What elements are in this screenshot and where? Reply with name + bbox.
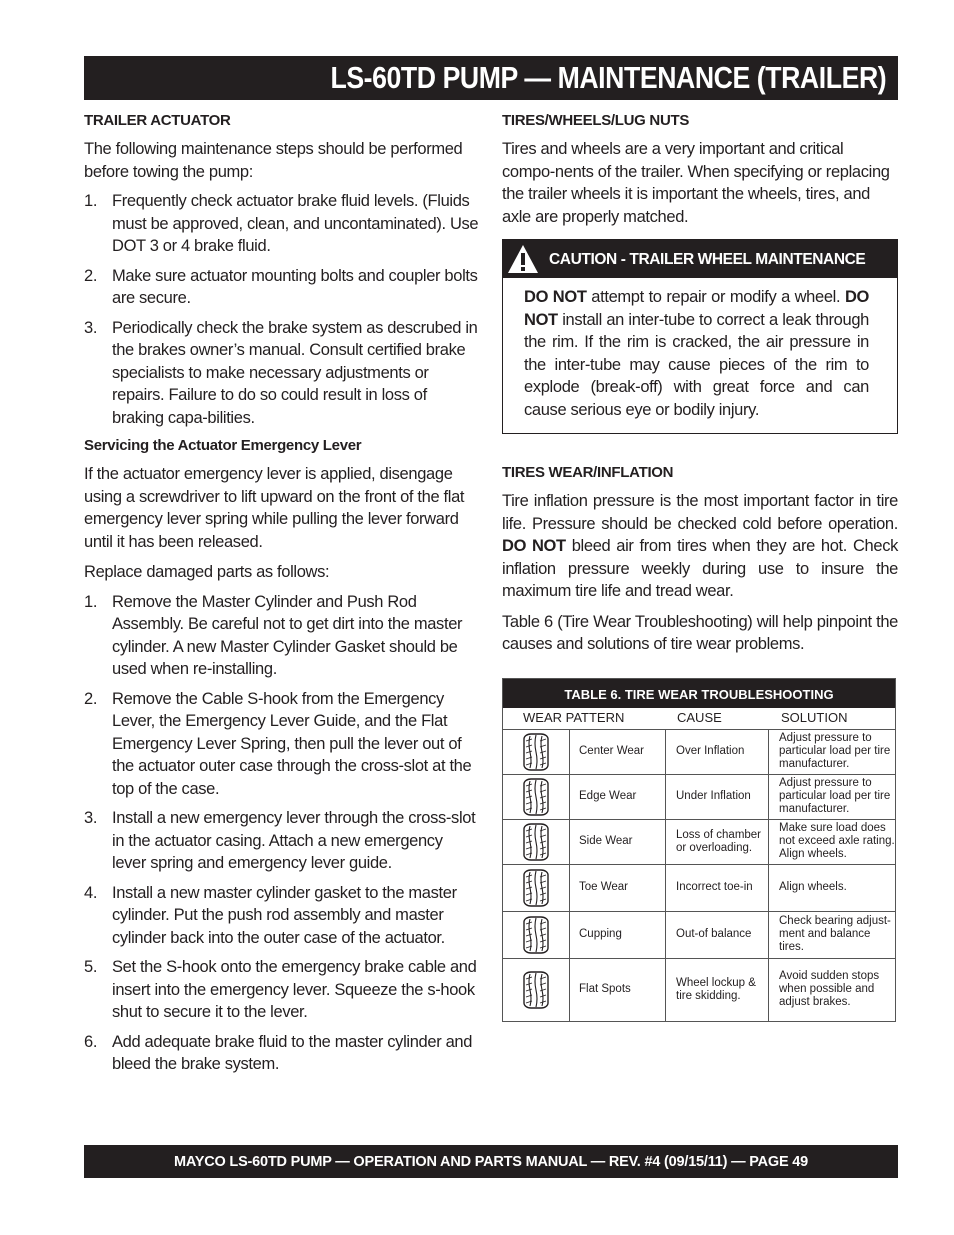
section-heading-tires-wheels: TIRES/WHEELS/LUG NUTS	[502, 112, 690, 129]
cause-cell: Incorrect toe-in	[666, 865, 769, 911]
wear-pattern-cell: Flat Spots	[570, 959, 666, 1021]
wear-pattern-image	[503, 959, 570, 1021]
wear-pattern-image	[503, 730, 570, 774]
lever-paragraph: If the actuator emergency lever is applied, disengage using a screwdriver to lift upward on the front of the flat emergency lever spring while pulling the lever forward until it has been released.	[84, 465, 465, 551]
section-heading-emergency-lever: Servicing the Actuator Emergency Lever	[84, 437, 362, 454]
footer-text: MAYCO LS-60TD PUMP — OPERATION AND PARTS MANUAL — REV. #4 (09/15/11) — PAGE 49	[173, 1154, 809, 1170]
wear-pattern-cell: Edge Wear	[570, 775, 666, 819]
tire-tread-icon	[522, 778, 550, 816]
warning-triangle-icon	[507, 244, 539, 274]
intro-paragraph: The following maintenance steps should be performed before towing the pump:	[84, 140, 463, 181]
solution-cell: Make sure load does not exceed axle rating. Align wheels.	[779, 822, 895, 860]
list-item: 4. Install a new master cylinder gasket to the master cylinder. Put the push rod assembly and master cylinder back into the outer case of the actuator.	[84, 883, 457, 947]
wear-pattern-cell: Side Wear	[570, 820, 666, 864]
actuator-steps-list	[84, 190, 480, 429]
tire-tread-icon	[522, 869, 550, 907]
tire-wear-table	[502, 678, 896, 1022]
table-title: TABLE 6. TIRE WEAR TROUBLESHOOTING	[503, 679, 895, 708]
page-title: LS-60TD PUMP — MAINTENANCE (TRAILER)	[330, 60, 886, 95]
cause-cell: Wheel lockup & tire skidding.	[666, 959, 769, 1021]
cause-cell: Loss of chamber or overloading.	[666, 820, 769, 864]
tire-tread-icon	[522, 823, 550, 861]
list-item: 2. Make sure actuator mounting bolts and coupler bolts are secure.	[84, 266, 478, 307]
solution-cell: Adjust pressure to particular load per tire manufacturer.	[779, 777, 891, 815]
column-header: WEAR PATTERN	[523, 709, 625, 725]
caution-title: CAUTION - TRAILER WHEEL MAINTENANCE	[549, 251, 866, 268]
caution-body: DO NOT attempt to repair or modify a wheel. DO NOT install an inter-tube to correct a leak through the rim. If the rim is cracked, the air pressure in the inter-tube may cause pieces of the rim to explode (break-off) with great force and can cause serious eye or bodily injury.	[524, 288, 869, 419]
tire-tread-icon	[522, 733, 550, 771]
wear-pattern-cell: Center Wear	[570, 730, 666, 774]
table-row	[503, 820, 895, 865]
table-reference-paragraph: Table 6 (Tire Wear Troubleshooting) will help pinpoint the causes and solutions of tire wear problems.	[502, 612, 898, 653]
solution-cell: Check bearing adjust-ment and balance tires.	[779, 915, 891, 953]
page-footer	[84, 1145, 898, 1178]
list-item: 2. Remove the Cable S-hook from the Emergency Lever, the Emergency Lever Guide, and the Flat Emergency Lever Spring, then pull the lever out of the actuator outer case through the cross-slot at the top of the case.	[84, 689, 472, 798]
column-header: SOLUTION	[781, 709, 848, 725]
right-column	[502, 110, 898, 1022]
caution-header	[503, 240, 897, 278]
wear-pattern-image	[503, 775, 570, 819]
list-item: 5. Set the S-hook onto the emergency brake cable and insert into the emergency lever. Squeeze the s-hook shut to secure it to the lever.	[84, 958, 477, 1021]
tire-tread-icon	[522, 971, 550, 1009]
cause-cell: Over Inflation	[666, 730, 769, 774]
page-header	[84, 56, 898, 100]
solution-cell: Align wheels.	[779, 881, 847, 893]
tires-paragraph: Tires and wheels are a very important and critical compo-nents of the trailer. When specifying or replacing the trailer wheels it is important the wheels, tires, and axle are properly matched.	[502, 140, 890, 226]
section-heading-tire-wear: TIRES WEAR/INFLATION	[502, 464, 674, 481]
replace-paragraph: Replace damaged parts as follows:	[84, 563, 330, 581]
cause-cell: Under Inflation	[666, 775, 769, 819]
table-row	[503, 775, 895, 820]
wear-pattern-image	[503, 865, 570, 911]
solution-cell: Adjust pressure to particular load per tire manufacturer.	[779, 732, 891, 770]
table-body	[503, 730, 895, 1021]
left-column	[84, 110, 480, 1076]
replace-steps-list	[84, 591, 480, 1076]
wear-paragraph: Tire inflation pressure is the most important factor in tire life. Pressure should be checked cold before operation. DO NOT bleed air from tires when they are hot. Check inflation pressure weekly during use to insure the maximum tire life and tread wear.	[502, 492, 898, 600]
list-item: 1. Frequently check actuator brake fluid levels. (Fluids must be approved, clean, and uncontaminated). Use DOT 3 or 4 brake fluid.	[84, 192, 479, 255]
list-item: 6. Add adequate brake fluid to the master cylinder and bleed the brake system.	[84, 1032, 473, 1073]
cause-cell: Out-of balance	[666, 912, 769, 958]
tire-tread-icon	[522, 916, 550, 954]
table-header-row	[503, 708, 895, 730]
wear-pattern-cell: Cupping	[570, 912, 666, 958]
wear-pattern-cell: Toe Wear	[570, 865, 666, 911]
table-row	[503, 730, 895, 775]
table-row	[503, 865, 895, 912]
solution-cell: Avoid sudden stops when possible and adjust brakes.	[779, 970, 880, 1008]
list-item: 1. Remove the Master Cylinder and Push Rod Assembly. Be careful not to get dirt into the master cylinder. A new Master Cylinder Gasket should be used when re-installing.	[84, 592, 463, 678]
table-row	[503, 912, 895, 959]
caution-box	[502, 239, 898, 434]
column-header: CAUSE	[677, 709, 722, 725]
list-item: 3. Install a new emergency lever through the cross-slot in the actuator casing. Attach a new emergency lever spring and emergency lever guide.	[84, 809, 476, 872]
section-heading-trailer-actuator: TRAILER ACTUATOR	[84, 112, 231, 129]
table-row	[503, 959, 895, 1021]
list-item: 3. Periodically check the brake system as descrubed in the brakes owner’s manual. Consult certified brake specialists to make necessary adjustments or repairs. Failure to do so could result in loss of braking capa-bilities.	[84, 318, 478, 427]
wear-pattern-image	[503, 820, 570, 864]
wear-pattern-image	[503, 912, 570, 958]
